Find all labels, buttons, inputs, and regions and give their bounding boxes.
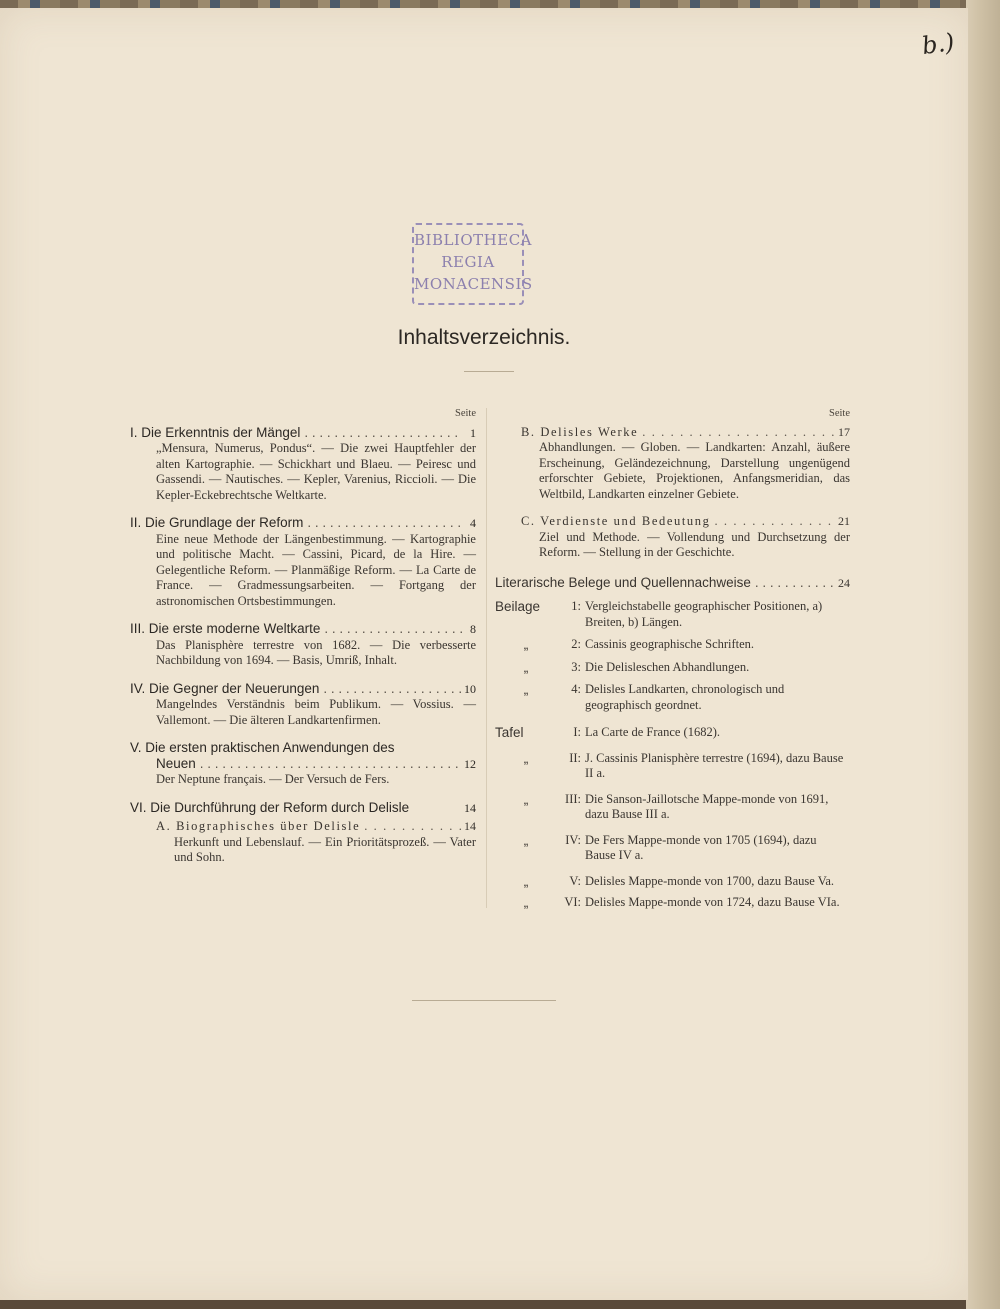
subsection-title: C. Verdienste und Bedeutung: [521, 514, 711, 528]
appendix-text: Delisles Landkarten, chronologisch und geographisch geordnet.: [585, 682, 785, 712]
chapter-title: Die Durchführung der Reform durch Delisle: [150, 799, 410, 815]
chapter-summary: Eine neue Methode der Längenbestimmung. — Kartographie und politische Macht. — Cassini, Picard, de la Hire. — Gelegentliche Reform. — Planmäßige Reform. — La Carte de France. — Gradmessungsarbeiten. — Fortgang der astronomischen Ortsbestimmungen.: [156, 531, 476, 608]
chapter-title: Die Erkenntnis der Mängel: [141, 424, 301, 440]
chapter-summary: Mangelndes Verständnis beim Publikum. — Vossius. — Vallemont. — Die älteren Landkartenfirmen.: [156, 697, 476, 727]
appendix-item: [495, 682, 850, 713]
literature-title: Literarische Belege und Quellennachweise: [495, 574, 751, 590]
toc-entry: [130, 740, 476, 788]
plate-item: [495, 725, 850, 741]
chapter-number: III.: [130, 621, 146, 636]
chapter-summary: Der Neptune français. — Der Versuch de Fers.: [156, 772, 390, 786]
subsection-summary: Abhandlungen. — Globen. — Landkarten: Anzahl, äußere Erscheinung, Geländezeichnung, Darstellung ungenügend erforschter Gebiete, Projektionen, Anfangsmeridian, das Weltbild, Landkarten einzelner Gebiete.: [539, 440, 850, 501]
chapter-number: V.: [130, 740, 142, 755]
book-page: [0, 8, 968, 1300]
plate-item: [495, 751, 850, 782]
chapter-number: IV.: [130, 680, 146, 696]
library-stamp: [412, 223, 533, 305]
plate-item: [495, 792, 850, 823]
toc-entry-literature: [495, 575, 850, 592]
page-number: 14: [464, 800, 476, 815]
leader-dots: [303, 515, 462, 531]
page-number: 14: [464, 819, 476, 833]
page-number: 21: [838, 514, 850, 528]
leader-dots: [320, 621, 462, 637]
leader-dots: [710, 514, 836, 530]
toc-left-column: [130, 406, 476, 878]
subsection-title: A. Biographisches über Delisle: [156, 819, 361, 833]
leader-dots: [300, 425, 462, 441]
appendix-text: Vergleichstabelle geographischer Positionen, a) Breiten, b) Längen.: [585, 599, 823, 629]
title-rule: [464, 371, 514, 372]
plate-number: V:: [569, 873, 581, 888]
plate-text: Delisles Mappe-monde von 1724, dazu Bause VIa.: [585, 895, 840, 909]
toc-entry: [130, 800, 476, 866]
appendix-number: 1:: [571, 599, 581, 613]
subsection-summary: Herkunft und Lebenslauf. — Ein Prioritätsprozeß. — Vater und Sohn.: [174, 834, 476, 864]
page-number: 24: [838, 575, 850, 590]
stamp-line: REGIA: [441, 253, 495, 271]
chapter-number: VI.: [130, 799, 147, 815]
leader-dots: [751, 575, 836, 591]
leader-dots: [638, 425, 836, 441]
toc-entry: [495, 514, 850, 561]
column-divider: [486, 408, 487, 908]
toc-entry: [130, 515, 476, 609]
ditto-mark: „: [523, 659, 529, 675]
seite-label: Seite: [455, 408, 476, 419]
plate-number: II:: [569, 750, 581, 765]
chapter-title-continued: Neuen: [156, 755, 196, 771]
plate-text: Die Sanson-Jaillotsche Mappe-monde von 1691, dazu Bause III a.: [585, 791, 829, 821]
page-number: 1: [470, 425, 476, 440]
chapter-summary: „Mensura, Numerus, Pondus“. — Die zwei Hauptfehler der alten Kartographie. — Schickhart und Blaeu. — Peiresc und Gassendi. — Nautisches. — Kepler, Varenius, Riccioli. — Die Kepler-Eckebrechtsche Weltkarte.: [156, 441, 476, 502]
stamp-line: MONACENSIS: [414, 275, 533, 293]
chapter-title: Die Grundlage der Reform: [145, 515, 304, 530]
appendix-text: Die Delisleschen Abhandlungen.: [585, 659, 750, 674]
plate-item: [495, 895, 850, 911]
subsection-title: B. Delisles Werke: [521, 424, 639, 439]
page-number: 12: [464, 756, 476, 771]
chapter-number: II.: [130, 515, 142, 530]
plate-text: De Fers Mappe-monde von 1705 (1694), dazu Bause IV a.: [585, 832, 817, 862]
chapter-title: Die erste moderne Weltkarte: [148, 621, 321, 636]
toc-right-column: [495, 406, 850, 918]
plate-text: La Carte de France (1682).: [585, 725, 721, 739]
seite-label: Seite: [829, 408, 850, 419]
plate-number: III:: [565, 791, 581, 806]
ditto-mark: „: [523, 895, 529, 910]
appendix-item: [495, 637, 850, 653]
chapter-title: Die ersten praktischen Anwendungen des: [145, 740, 395, 755]
toc-entry: [130, 681, 476, 729]
toc-entry: [130, 621, 476, 669]
ditto-mark: „: [523, 682, 529, 697]
appendix-item: [495, 599, 850, 630]
page-stack-edge: [966, 0, 1000, 1309]
bottom-rule: [412, 1000, 556, 1001]
leader-dots: [196, 756, 462, 772]
appendix-text: Cassinis geographische Schriften.: [585, 637, 755, 651]
handwritten-note: b.): [920, 27, 957, 61]
plate-item: [495, 874, 850, 890]
plate-item: [495, 833, 850, 864]
plate-label: Tafel: [495, 725, 524, 740]
plate-text: Delisles Mappe-monde von 1700, dazu Bause Va.: [585, 873, 835, 888]
chapter-number: I.: [130, 424, 138, 440]
chapter-title: Die Gegner der Neuerungen: [149, 680, 320, 696]
page-number: 4: [470, 516, 476, 530]
stamp-line: BIBLIOTHECA: [414, 231, 532, 249]
plate-text: J. Cassinis Planisphère terrestre (1694), dazu Bause II a.: [585, 750, 844, 780]
chapter-summary: Das Planisphère terrestre von 1682. — Die verbesserte Nachbildung von 1694. — Basis, Umriß, Inhalt.: [156, 637, 476, 667]
plate-number: I:: [573, 725, 581, 739]
page-number: 10: [464, 681, 476, 696]
leader-dots: [319, 681, 462, 697]
appendix-number: 2:: [571, 637, 581, 651]
ditto-mark: „: [523, 750, 529, 766]
page-number: 17: [838, 424, 850, 439]
appendix-number: 4:: [571, 682, 581, 696]
page-title: Inhaltsverzeichnis.: [397, 326, 571, 349]
ditto-mark: „: [523, 873, 529, 889]
ditto-mark: „: [523, 637, 529, 652]
plate-number: IV:: [565, 832, 581, 847]
appendix-number: 3:: [571, 659, 581, 674]
subsection-summary: Ziel und Methode. — Vollendung und Durchsetzung der Reform. — Stellung in der Geschichte.: [539, 529, 850, 559]
leader-dots: [360, 819, 462, 835]
ditto-mark: „: [523, 791, 529, 807]
toc-entry: [130, 425, 476, 504]
appendix-label: Beilage: [495, 599, 541, 614]
toc-entry: [495, 425, 850, 503]
appendix-item: [495, 660, 850, 676]
page-number: 8: [470, 622, 476, 636]
plate-number: VI:: [564, 895, 581, 909]
ditto-mark: „: [523, 832, 529, 848]
